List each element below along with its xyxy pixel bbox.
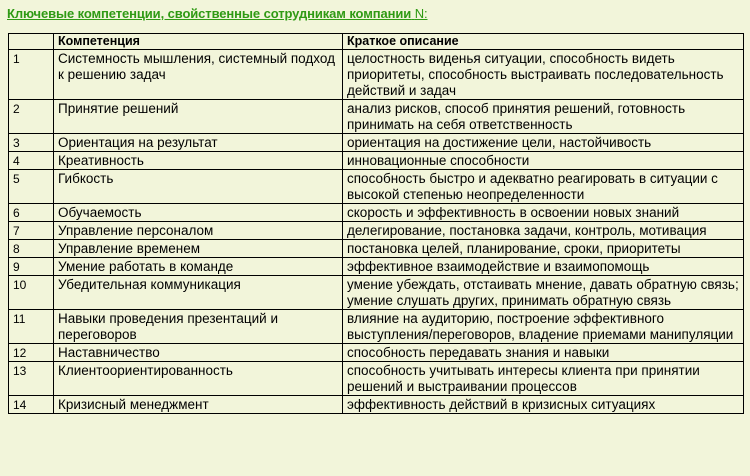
competency-name: Креативность xyxy=(54,152,343,170)
competency-description: ориентация на достижение цели, настойчивость xyxy=(343,134,744,152)
competency-description: умение убеждать, отстаивать мнение, давать обратную связь; умение слушать других, принимать обратную связь xyxy=(343,276,744,310)
row-number: 13 xyxy=(9,362,54,396)
page-title[interactable] xyxy=(7,6,428,21)
competency-name: Убедительная коммуникация xyxy=(54,276,343,310)
table-row xyxy=(9,344,744,362)
competency-description: инновационные способности xyxy=(343,152,744,170)
page-title-suffix: N: xyxy=(414,6,428,21)
column-header-number xyxy=(9,34,54,50)
table-row xyxy=(9,240,744,258)
table-row xyxy=(9,170,744,204)
table-row xyxy=(9,222,744,240)
competency-description: делегирование, постановка задачи, контроль, мотивация xyxy=(343,222,744,240)
row-number: 6 xyxy=(9,204,54,222)
table-row xyxy=(9,362,744,396)
competency-description: способность передавать знания и навыки xyxy=(343,344,744,362)
table-row xyxy=(9,152,744,170)
competency-name: Управление временем xyxy=(54,240,343,258)
row-number: 9 xyxy=(9,258,54,276)
competency-description: эффективное взаимодействие и взаимопомощь xyxy=(343,258,744,276)
table-row xyxy=(9,134,744,152)
competency-description: эффективность действий в кризисных ситуациях xyxy=(343,396,744,414)
competency-description: постановка целей, планирование, сроки, приоритеты xyxy=(343,240,744,258)
row-number: 3 xyxy=(9,134,54,152)
column-header-description: Краткое описание xyxy=(343,34,744,50)
table-header-row xyxy=(9,34,744,50)
competency-name: Ориентация на результат xyxy=(54,134,343,152)
competency-description: влияние на аудиторию, построение эффективного выступления/переговоров, владение приемами манипуляции xyxy=(343,310,744,344)
competency-name: Системность мышления, системный подход к решению задач xyxy=(54,50,343,100)
row-number: 11 xyxy=(9,310,54,344)
competency-name: Умение работать в команде xyxy=(54,258,343,276)
page-title-text: Ключевые компетенции, свойственные сотрудникам компании xyxy=(7,6,412,21)
table-row xyxy=(9,310,744,344)
row-number: 14 xyxy=(9,396,54,414)
table-row xyxy=(9,396,744,414)
competency-name: Управление персоналом xyxy=(54,222,343,240)
table-row xyxy=(9,258,744,276)
table-row xyxy=(9,276,744,310)
competency-name: Кризисный менеджмент xyxy=(54,396,343,414)
competency-description: способность учитывать интересы клиента при принятии решений и выстраивании процессов xyxy=(343,362,744,396)
competency-description: анализ рисков, способ принятия решений, готовность принимать на себя ответственность xyxy=(343,100,744,134)
row-number: 1 xyxy=(9,50,54,100)
row-number: 5 xyxy=(9,170,54,204)
competency-name: Обучаемость xyxy=(54,204,343,222)
row-number: 4 xyxy=(9,152,54,170)
competency-description: целостность виденья ситуации, способность видеть приоритеты, способность выстраивать последовательность действий и задач xyxy=(343,50,744,100)
table-row xyxy=(9,50,744,100)
row-number: 10 xyxy=(9,276,54,310)
competency-description: способность быстро и адекватно реагировать в ситуации с высокой степенью неопределенности xyxy=(343,170,744,204)
table-row xyxy=(9,100,744,134)
competency-name: Навыки проведения презентаций и переговоров xyxy=(54,310,343,344)
row-number: 2 xyxy=(9,100,54,134)
competency-name: Принятие решений xyxy=(54,100,343,134)
table-row xyxy=(9,204,744,222)
competency-name: Гибкость xyxy=(54,170,343,204)
row-number: 7 xyxy=(9,222,54,240)
competency-table xyxy=(8,33,744,414)
column-header-competency: Компетенция xyxy=(54,34,343,50)
row-number: 8 xyxy=(9,240,54,258)
competency-name: Клиентоориентированность xyxy=(54,362,343,396)
row-number: 12 xyxy=(9,344,54,362)
competency-description: скорость и эффективность в освоении новых знаний xyxy=(343,204,744,222)
competency-name: Наставничество xyxy=(54,344,343,362)
